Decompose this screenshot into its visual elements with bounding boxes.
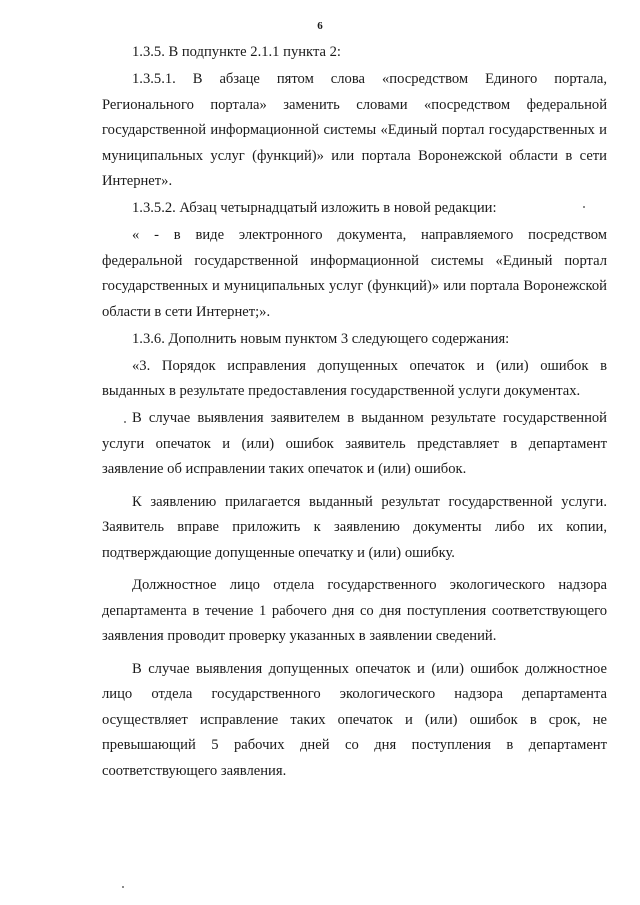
paragraph-1-3-5-1: 1.3.5.1. В абзаце пятом слова «посредством Единого портала, Регионального портала» заменить словами «посредством федеральной государственной информационной системы «Единый портал государственных и муниципальных услуг (функций)» или портала Воронежской области в сети Интернет».	[102, 71, 607, 189]
paragraph-1-3-6: 1.3.6. Дополнить новым пунктом 3 следующего содержания:	[132, 330, 510, 347]
paragraph-1-3-5: 1.3.5. В подпункте 2.1.1 пункта 2:	[132, 44, 341, 60]
paragraph-correction-deadline: В случае выявления допущенных опечаток и (или) ошибок должностное лицо отдела государственного экологического надзора департамента осуществляет исправление таких опечаток и (или) ошибок в срок, не превышающий 5 рабочих дней со дня поступления в департамент соответствующего заявления.	[102, 660, 607, 779]
scan-speck	[124, 421, 126, 423]
scan-speck	[583, 206, 585, 208]
paragraph-quote-electronic-document: « - в виде электронного документа, направляемого посредством федеральной государственной информационной системы «Единый портал государственных и муниципальных услуг (функций)» или портала Воронежской области в сети Интернет;».	[102, 227, 607, 320]
scan-speck	[122, 886, 124, 888]
paragraph-1-3-5-2: 1.3.5.2. Абзац четырнадцатый изложить в новой редакции:	[132, 200, 497, 216]
paragraph-section-3-heading: «3. Порядок исправления допущенных опечаток и (или) ошибок в выданных в результате предоставления государственной услуги документах.	[102, 357, 607, 399]
document-body	[102, 40, 607, 786]
paragraph-application-attachment: К заявлению прилагается выданный результат государственной услуги. Заявитель вправе приложить к заявлению документы либо их копии, подтверждающие допущенные опечатку и (или) ошибку.	[102, 493, 607, 561]
paragraph-official-verification: Должностное лицо отдела государственного экологического надзора департамента в течение 1 рабочего дня со дня поступления соответствующего заявления проводит проверку указанных в заявлении сведений.	[102, 577, 607, 644]
page-number: 6	[317, 20, 323, 32]
paragraph-error-detection: В случае выявления заявителем в выданном результате государственной услуги опечаток и (или) ошибок заявитель представляет в департамент заявление об исправлении таких опечаток и (или) ошибок.	[102, 410, 607, 477]
